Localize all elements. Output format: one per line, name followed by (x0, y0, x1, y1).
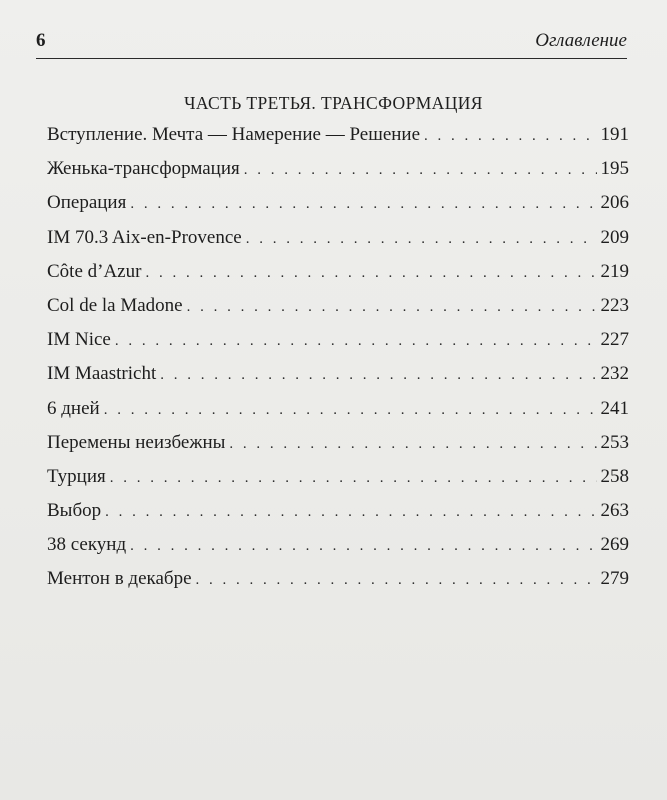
toc-entry (47, 329, 629, 363)
toc-entry-title: IM Nice (47, 329, 111, 351)
dot-leader (187, 299, 597, 316)
toc-entry (47, 568, 629, 602)
toc-entry (47, 192, 629, 226)
toc-entry-page: 195 (600, 158, 629, 180)
toc-entry-title: IM 70.3 Aix-en-Provence (47, 226, 242, 248)
toc-entry-title: Операция (47, 192, 127, 214)
toc-entry-page: 191 (600, 124, 629, 145)
toc-entry-page: 227 (600, 329, 629, 351)
part-title: ЧАСТЬ ТРЕТЬЯ. ТРАНСФОРМАЦИЯ (184, 93, 483, 113)
dot-leader (424, 128, 596, 145)
dot-leader (160, 367, 596, 384)
table-of-contents (47, 124, 629, 603)
toc-entry (47, 261, 629, 295)
dot-leader (196, 572, 597, 589)
dot-leader (229, 436, 596, 453)
toc-entry (47, 432, 629, 466)
page-header (36, 30, 627, 56)
toc-entry-title: Côte d’Azur (47, 260, 142, 282)
toc-entry-page: 241 (600, 397, 629, 419)
header-rule (36, 58, 627, 59)
toc-entry (47, 295, 629, 329)
toc-entry (47, 363, 629, 397)
toc-entry (47, 227, 629, 261)
toc-entry-title: Выбор (47, 500, 102, 522)
toc-entry-page: 258 (600, 465, 629, 487)
toc-entry-page: 209 (600, 226, 629, 248)
toc-entry-title: Перемены неизбежны (47, 431, 226, 453)
toc-entry-title: Женька-трансформация (47, 158, 240, 180)
toc-entry-page: 206 (600, 192, 629, 214)
toc-entry-page: 279 (600, 568, 629, 590)
dot-leader (130, 538, 596, 555)
dot-leader (115, 333, 597, 350)
dot-leader (105, 504, 596, 521)
toc-entry (47, 398, 629, 432)
toc-entry-page: 269 (600, 534, 629, 556)
dot-leader (104, 402, 597, 419)
toc-entry-title: 6 дней (47, 397, 100, 419)
dot-leader (130, 196, 596, 213)
toc-entry-title: IM Maastricht (47, 363, 157, 385)
dot-leader (145, 265, 596, 282)
toc-entry (47, 466, 629, 500)
toc-entry (47, 158, 629, 192)
running-title: Оглавление (535, 30, 627, 51)
dot-leader (246, 231, 597, 248)
dot-leader (244, 162, 597, 179)
toc-entry-title: Ментон в декабре (47, 568, 192, 590)
toc-entry-title: Турция (47, 465, 106, 487)
toc-entry (47, 534, 629, 568)
page-number: 6 (36, 30, 46, 51)
toc-entry-title: Вступление. Мечта — Намерение — Решение (47, 124, 421, 145)
toc-entry-page: 253 (600, 431, 629, 453)
toc-entry-page: 263 (600, 500, 629, 522)
toc-entry-title: 38 секунд (47, 534, 127, 556)
toc-entry (47, 124, 629, 158)
dot-leader (110, 470, 597, 487)
toc-entry-page: 232 (600, 363, 629, 385)
toc-entry (47, 500, 629, 534)
toc-entry-title: Col de la Madone (47, 294, 183, 316)
toc-entry-page: 223 (600, 294, 629, 316)
toc-entry-page: 219 (600, 260, 629, 282)
